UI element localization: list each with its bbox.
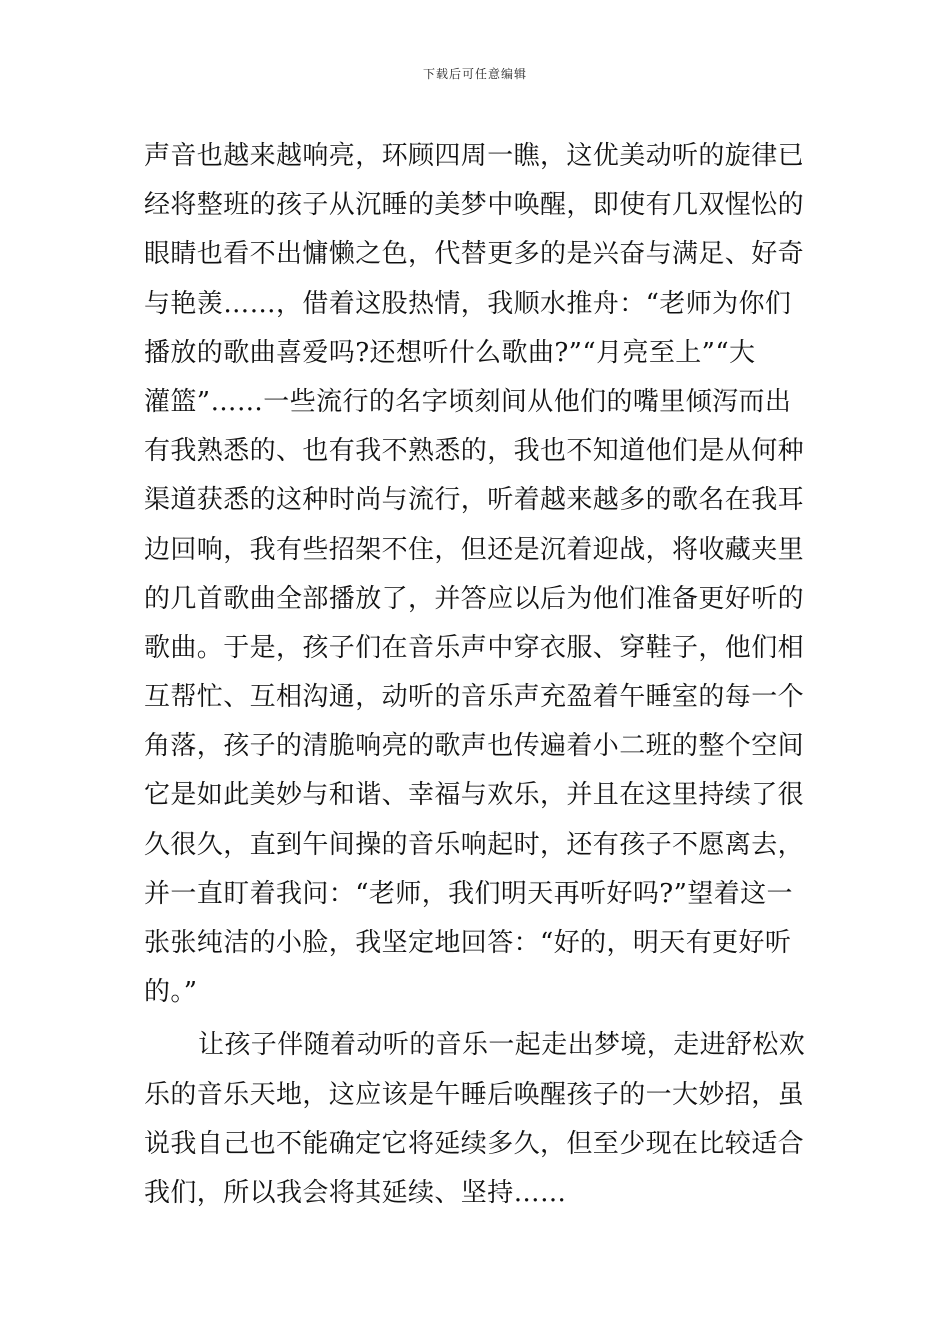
text-line: 久很久，直到午间操的音乐响起时，还有孩子不愿离去， (144, 829, 805, 860)
text-line: 边回响，我有些招架不住，但还是沉着迎战，将收藏夹里 (144, 534, 805, 565)
document-body (144, 132, 810, 1218)
text-line: 让孩子伴随着动听的音乐一起走出梦境，走进舒松欢 (198, 1030, 806, 1061)
text-line: 说我自己也不能确定它将延续多久，但至少现在比较适合 (144, 1128, 805, 1159)
text-line: 渠道获悉的这种时尚与流行，听着越来越多的歌名在我耳 (144, 485, 805, 516)
paragraph (144, 1021, 810, 1218)
text-line: 有我熟悉的、也有我不熟悉的，我也不知道他们是从何种 (144, 436, 805, 467)
text-line: 眼睛也看不出慵懒之色，代替更多的是兴奋与满足、好奇 (144, 239, 805, 270)
text-line: 播放的歌曲喜爱吗?还想听什么歌曲?”“月亮至上”“大 (144, 337, 756, 368)
text-line: 歌曲。于是，孩子们在音乐声中穿衣服、穿鞋子，他们相 (144, 632, 805, 663)
text-line: 灌篮”……一些流行的名字顷刻间从他们的嘴里倾泻而出 (144, 386, 792, 417)
text-line: 声音也越来越响亮，环顾四周一瞧，这优美动听的旋律已 (144, 141, 805, 171)
text-line: 的。” (144, 977, 198, 1008)
text-line: 张张纯洁的小脸，我坚定地回答：“好的，明天有更好听 (144, 928, 792, 958)
text-line: 互帮忙、互相沟通，动听的音乐声充盈着午睡室的每一个 (144, 682, 805, 713)
page-header: 下载后可任意编辑 (422, 67, 527, 81)
text-line: 经将整班的孩子从沉睡的美梦中唤醒，即使有几双惺忪的 (144, 190, 805, 221)
paragraph (144, 132, 810, 1017)
text-line: 乐的音乐天地，这应该是午睡后唤醒孩子的一大妙招，虽 (144, 1079, 805, 1110)
text-line: 我们，所以我会将其延续、坚持…… (144, 1177, 567, 1208)
text-line: 它是如此美妙与和谐、幸福与欢乐，并且在这里持续了很 (144, 780, 805, 811)
text-line: 并一直盯着我问：“老师，我们明天再听好吗?”望着这一 (144, 878, 793, 909)
text-line: 与艳羡……，借着这股热情，我顺水推舟：“老师为你们 (144, 288, 792, 319)
text-line: 角落，孩子的清脆响亮的歌声也传遍着小二班的整个空间 (144, 731, 805, 762)
text-line: 的几首歌曲全部播放了，并答应以后为他们准备更好听的 (144, 583, 805, 614)
